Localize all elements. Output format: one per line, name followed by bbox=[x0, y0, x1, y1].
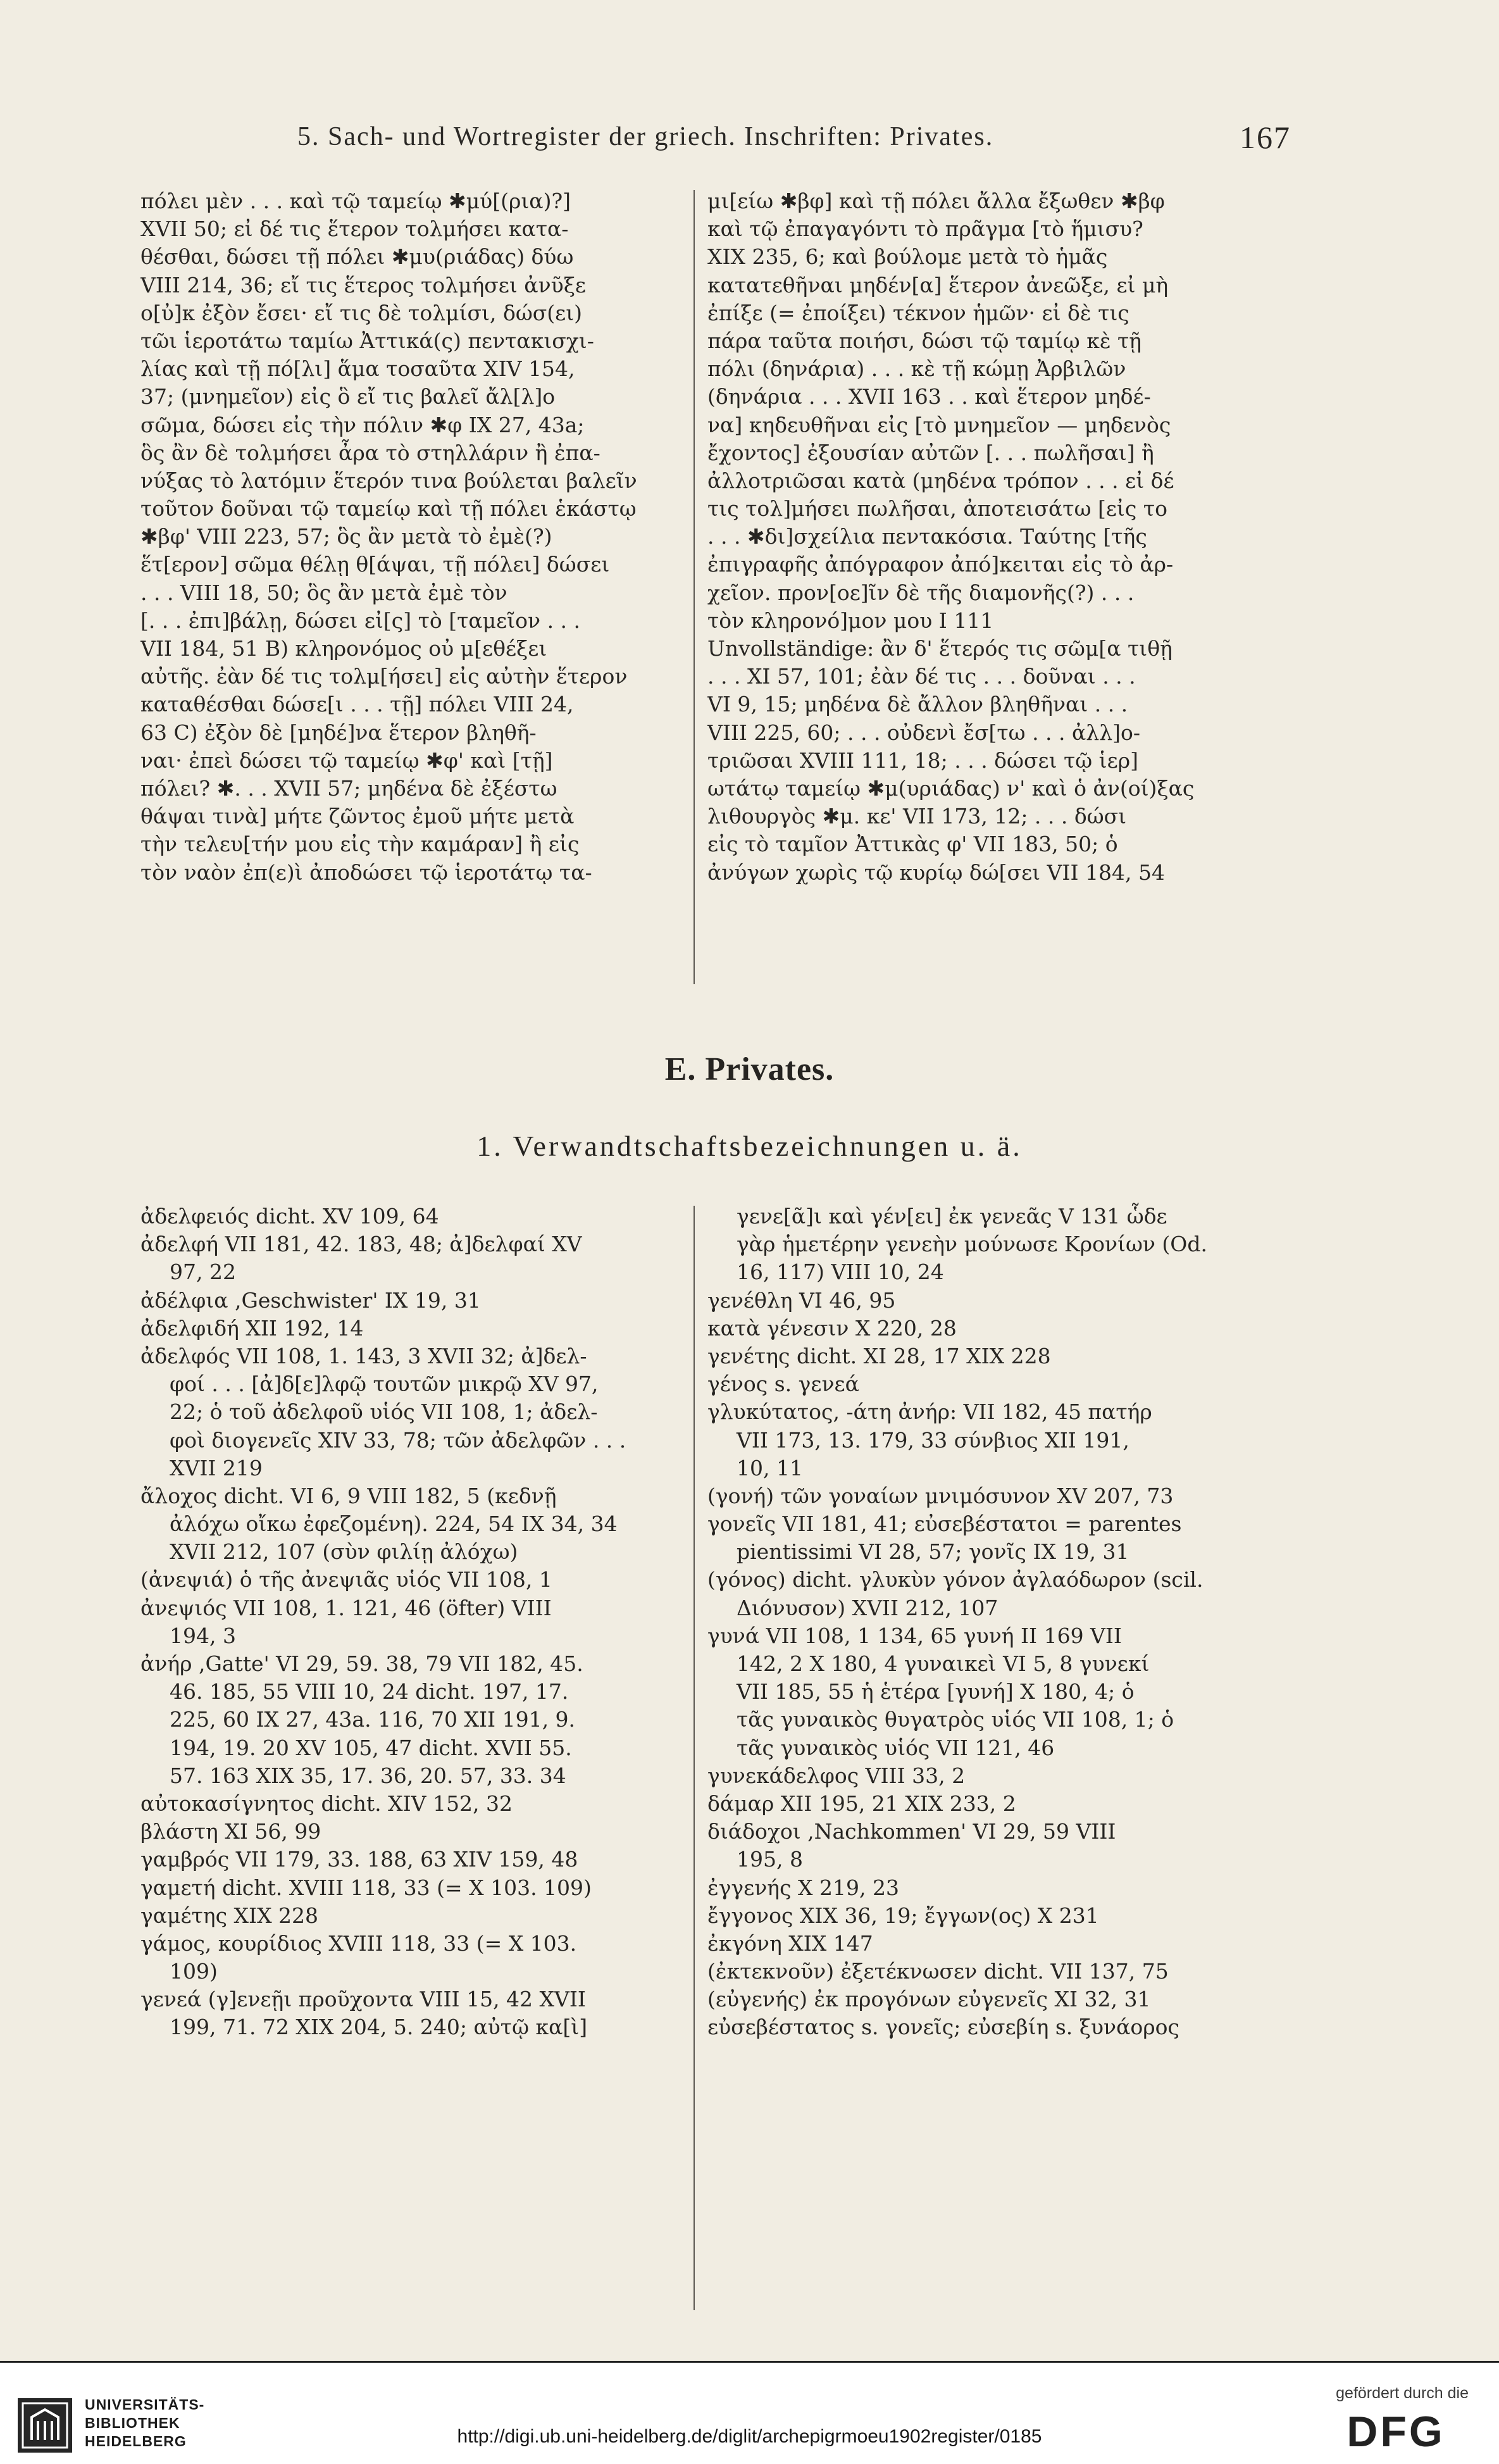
index-entry-continuation: τᾶς γυναικὸς θυγατρὸς υἱός VII 108, 1; ὁ bbox=[737, 1707, 1174, 1732]
text-line: λίας καὶ τῇ πό[λι] ἅμα τοσαῦτα XIV 154, bbox=[140, 356, 575, 382]
text-line: τῶι ἱεροτάτω ταμίω Ἀττικά(ς) πεντακισχι- bbox=[140, 328, 594, 353]
text-line: τις τολ]μήσει πωλῆσαι, ἀποτεισάτω [εἰς το bbox=[707, 496, 1167, 522]
text-line: τὴν τελευ[τήν μου εἰς τὴν καμάραν] ἢ εἰς bbox=[140, 832, 580, 857]
index-entry: ἀδελφειός dicht. XV 109, 64 bbox=[140, 1204, 439, 1229]
index-entry: γαμέτης XIX 228 bbox=[140, 1903, 319, 1928]
index-entry: εὐσεβέστατος s. γονεῖς; εὐσεβίη s. ξυνάορος bbox=[707, 2015, 1179, 2040]
index-entry: κατὰ γένεσιν X 220, 28 bbox=[707, 1315, 957, 1341]
index-entry: αὐτοκασίγνητος dicht. XIV 152, 32 bbox=[140, 1791, 513, 1816]
upper-column-divider bbox=[694, 190, 695, 984]
text-line: τὸν ναὸν ἐπ(ε)ὶ ἀποδώσει τῷ ἱεροτάτῳ τα- bbox=[140, 860, 592, 885]
index-entry-continuation: 194, 3 bbox=[170, 1623, 236, 1648]
index-entry-continuation: 16, 117) VIII 10, 24 bbox=[737, 1260, 944, 1285]
index-entry-continuation: 97, 22 bbox=[170, 1260, 236, 1285]
index-entry: γονεῖς VII 181, 41; εὐσεβέστατοι = parentes bbox=[707, 1511, 1182, 1537]
text-line: ἕτ[ερον] σῶμα θέλῃ θ[άψαι, τῇ πόλει] δώσει bbox=[140, 552, 610, 577]
text-line: VIII 225, 60; . . . οὐδενὶ ἔσ[τω . . . ἀλλ]ο- bbox=[707, 720, 1141, 745]
text-line: τριῶσαι XVIII 111, 18; . . . δώσει τῷ ἱερ] bbox=[707, 747, 1138, 773]
text-line: . . . VIII 18, 50; ὃς ἂν μετὰ ἐμὲ τὸν bbox=[140, 580, 507, 605]
text-line: χεῖον. προν[οε]ῖν δὲ τῆς διαμονῆς(?) . . . bbox=[707, 580, 1135, 605]
text-line: VII 184, 51 B) κληρονόμος οὐ μ[εθέξει bbox=[140, 636, 547, 661]
index-entry-continuation: γενε[ᾶ]ι καὶ γέν[ει] ἐκ γενεᾶς V 131 ὧδε bbox=[737, 1204, 1167, 1229]
text-line: τὸν κληρονό]μον μου I 111 bbox=[707, 608, 994, 633]
index-entry-continuation: φοί . . . [ἀ]δ[ε]λφῷ τουτῶν μικρῷ XV 97, bbox=[170, 1372, 599, 1397]
index-entry-continuation: 57. 163 XIX 35, 17. 36, 20. 57, 33. 34 bbox=[170, 1763, 566, 1788]
text-line: εἰς τὸ ταμῖον Ἀττικὰς φ' VII 183, 50; ὁ bbox=[707, 832, 1118, 857]
index-entry-continuation: XVII 219 bbox=[170, 1455, 263, 1480]
index-entry: ἐγγενής X 219, 23 bbox=[707, 1875, 899, 1900]
index-entry-continuation: 22; ὁ τοῦ ἀδελφοῦ υἱός VII 108, 1; ἀδελ- bbox=[170, 1399, 598, 1425]
index-entry: γάμος, κουρίδιος XVIII 118, 33 (= X 103. bbox=[140, 1930, 577, 1956]
index-entry: (γονή) τῶν γοναίων μνιμόσυνον XV 207, 73 bbox=[707, 1483, 1174, 1508]
text-line: νύξας τὸ λατόμιν ἕτερόν τινα βούλεται βαλεῖν bbox=[140, 468, 637, 493]
text-line: ο[ὐ]κ ἐξὸν ἔσει· εἴ τις δὲ τολμίσι, δώσ(ει) bbox=[140, 300, 583, 325]
upper-left-column bbox=[140, 187, 678, 887]
index-entry: διάδοχοι ,Nachkommen' VI 29, 59 VIII bbox=[707, 1819, 1116, 1844]
subsection-title: 1. Verwandtschaftsbezeichnungen u. ä. bbox=[476, 1130, 1023, 1162]
text-line: μι[είω ✱βφ] καὶ τῇ πόλει ἄλλα ἔξωθεν ✱βφ bbox=[707, 189, 1165, 213]
footer bbox=[0, 2363, 1499, 2464]
text-line: (δηνάρια . . . XVII 163 . . καὶ ἕτερον μηδέ- bbox=[707, 384, 1151, 410]
index-entry-continuation: 142, 2 X 180, 4 γυναικεὶ VI 5, 8 γυνεκί bbox=[737, 1651, 1150, 1676]
index-entry-continuation: 199, 71. 72 XIX 204, 5. 240; αὐτῷ κα[ὶ] bbox=[170, 2015, 588, 2040]
index-entry: γαμετή dicht. XVIII 118, 33 (= X 103. 109) bbox=[140, 1875, 592, 1900]
index-entry-continuation: φοὶ διογενεῖς XIV 33, 78; τῶν ἀδελφῶν . . . bbox=[170, 1427, 626, 1453]
index-entry: δάμαρ XII 195, 21 XIX 233, 2 bbox=[707, 1791, 1016, 1816]
index-entry: ἄλοχος dicht. VI 6, 9 VIII 182, 5 (κεδνῇ bbox=[140, 1483, 557, 1508]
text-line: καὶ τῷ ἐπαγαγόντι τὸ πρᾶγμα [τὸ ἥμισυ? bbox=[707, 216, 1143, 242]
index-entry-continuation: Διόνυσον) XVII 212, 107 bbox=[737, 1595, 998, 1620]
index-entry-continuation: γὰρ ἡμετέρην γενεὴν μούνωσε Κρονίων (Od. bbox=[737, 1232, 1207, 1257]
index-entry-continuation: pientissimi VI 28, 57; γονῖς IX 19, 31 bbox=[737, 1539, 1129, 1565]
index-entry: γλυκύτατος, -άτη ἀνήρ: VII 182, 45 πατήρ bbox=[707, 1399, 1152, 1425]
text-line: XVII 50; εἰ δέ τις ἕτερον τολμήσει κατα- bbox=[140, 216, 569, 242]
index-entry: ἀδελφός VII 108, 1. 143, 3 XVII 32; ἀ]δελ- bbox=[140, 1343, 587, 1368]
index-entry: γυνά VII 108, 1 134, 65 γυνή II 169 VII bbox=[707, 1623, 1122, 1648]
text-line: ἔχοντος] ἐξουσίαν αὐτῶν [. . . πωλῆσαι] ἢ bbox=[707, 440, 1154, 465]
text-line: ἀλλοτριῶσαι κατὰ (μηδένα τρόπον . . . εἰ δέ bbox=[707, 468, 1174, 493]
index-entry: βλάστη XI 56, 99 bbox=[140, 1819, 321, 1844]
index-entry-continuation: ἀλόχω οἴκω ἐφεζομένη). 224, 54 IX 34, 34 bbox=[170, 1511, 618, 1537]
text-line: 37; (μνημεῖον) εἰς ὃ εἴ τις βαλεῖ ἄλ[λ]ο bbox=[140, 384, 556, 410]
text-line: ναι· ἐπεὶ δώσει τῷ ταμείῳ ✱φ' καὶ [τῇ] bbox=[140, 747, 553, 773]
index-entry: ἀδελφή VII 181, 42. 183, 48; ἀ]δελφαί XV bbox=[140, 1232, 582, 1257]
index-entry: (εὐγενής) ἐκ προγόνων εὐγενεῖς XI 32, 31 bbox=[707, 1987, 1151, 2012]
index-entry: ἀνήρ ,Gatte' VI 29, 59. 38, 79 VII 182, 45. bbox=[140, 1651, 583, 1676]
text-line: [. . . ἐπι]βάλῃ, δώσει εἰ[ς] τὸ [ταμεῖον . . . bbox=[140, 608, 581, 633]
page-number: 167 bbox=[1240, 120, 1291, 155]
text-line: πάρα ταῦτα ποιήσι, δώσι τῷ ταμίῳ κὲ τῇ bbox=[707, 328, 1142, 353]
index-entry: (γόνος) dicht. γλυκὺν γόνον ἀγλαόδωρον (scil. bbox=[707, 1567, 1204, 1592]
index-entry: (ἐκτεκνοῦν) ἐξετέκνωσεν dicht. VII 137, 75 bbox=[707, 1959, 1169, 1984]
index-entry: ἀδελφιδή XII 192, 14 bbox=[140, 1315, 364, 1341]
index-entry: ἔγγονος XIX 36, 19; ἔγγων(ος) X 231 bbox=[707, 1903, 1099, 1928]
text-line: XIX 235, 6; καὶ βούλομε μετὰ τὸ ἡμᾶς bbox=[707, 244, 1108, 270]
text-line: ✱βφ' VIII 223, 57; ὃς ἂν μετὰ τὸ ἐμὲ(?) bbox=[140, 524, 552, 549]
index-entry-continuation: 109) bbox=[170, 1959, 218, 1984]
text-line: ωτάτῳ ταμείῳ ✱μ(υριάδας) ν' καὶ ὁ ἀν(οί)ξας bbox=[707, 775, 1195, 801]
running-head-title: 5. Sach- und Wortregister der griech. Inschriften: Privates. bbox=[297, 122, 994, 151]
text-line: θάψαι τινὰ] μήτε ζῶντος ἐμοῦ μήτε μετὰ bbox=[140, 804, 575, 829]
text-line: ἐπίξε (= ἐποίξει) τέκνον ἡμῶν· εἰ δὲ τις bbox=[707, 300, 1129, 325]
index-entry-continuation: 10, 11 bbox=[737, 1455, 803, 1480]
index-entry: γαμβρός VII 179, 33. 188, 63 XIV 159, 48 bbox=[140, 1847, 578, 1872]
text-line: θέσθαι, δώσει τῇ πόλει ✱μυ(ριάδας) δύω bbox=[140, 244, 574, 270]
index-entry-continuation: 225, 60 IX 27, 43a. 116, 70 XII 191, 9. bbox=[170, 1707, 576, 1732]
index-entry-continuation: 194, 19. 20 XV 105, 47 dicht. XVII 55. bbox=[170, 1735, 572, 1760]
text-line: 63 C) ἐξὸν δὲ [μηδέ]να ἕτερον βληθῆ- bbox=[140, 720, 537, 745]
text-line: ὃς ἂν δὲ τολμήσει ἆρα τὸ στηλλάριν ἢ ἐπα- bbox=[140, 440, 600, 465]
index-entry: γένος s. γενεά bbox=[707, 1372, 859, 1397]
text-line: σῶμα, δώσει εἰς τὴν πόλιν ✱φ IX 27, 43a; bbox=[140, 412, 585, 437]
index-entry-continuation: τᾶς γυναικὸς υἱός VII 121, 46 bbox=[737, 1735, 1055, 1760]
text-line: πόλει μὲν . . . καὶ τῷ ταμείῳ ✱μύ[(ρια)?] bbox=[140, 189, 571, 213]
text-line: κατατεθῆναι μηδέν[α] ἕτερον ἀνεῶξε, εἰ μὴ bbox=[707, 272, 1169, 297]
index-entry: γενέτης dicht. XI 28, 17 XIX 228 bbox=[707, 1343, 1051, 1368]
text-line: VIII 214, 36; εἴ τις ἕτερος τολμήσει ἀνῦξε bbox=[140, 272, 586, 297]
index-entry: ἐκγόνη XIX 147 bbox=[707, 1930, 873, 1956]
index-entry: (ἀνεψιά) ὁ τῆς ἀνεψιᾶς υἱός VII 108, 1 bbox=[140, 1567, 552, 1592]
text-line: λιθουργὸς ✱μ. κε' VII 173, 12; . . . δώσι bbox=[707, 804, 1127, 829]
index-left-column bbox=[140, 1203, 678, 2042]
index-entry-continuation: VII 185, 55 ἡ ἑτέρα [γυνή] X 180, 4; ὁ bbox=[737, 1679, 1135, 1704]
running-head bbox=[297, 122, 1291, 159]
text-line: VI 9, 15; μηδένα δὲ ἄλλον βληθῆναι . . . bbox=[707, 692, 1128, 717]
index-entry-continuation: VII 173, 13. 179, 33 σύνβιος XII 191, bbox=[737, 1427, 1129, 1453]
funded-by-label: gefördert durch die bbox=[1336, 2384, 1469, 2402]
source-url[interactable]: http://digi.ub.uni-heidelberg.de/diglit/archepigrmoeu1902register/0185 bbox=[457, 2426, 1042, 2447]
index-entry: γενεά (γ]ενεῇι προῦχοντα VIII 15, 42 XVII bbox=[140, 1987, 586, 2012]
text-line: τοῦτον δοῦναι τῷ ταμείῳ καὶ τῇ πόλει ἑκάστῳ bbox=[140, 496, 637, 522]
index-entry: ἀδέλφια ,Geschwister' IX 19, 31 bbox=[140, 1287, 481, 1313]
text-line: να] κηδευθῆναι εἰς [τὸ μνημεῖον — μηδενὸς bbox=[707, 412, 1171, 437]
index-entry: γενέθλη VI 46, 95 bbox=[707, 1287, 896, 1313]
dfg-logo-icon bbox=[1323, 2408, 1469, 2453]
upper-right-column bbox=[707, 187, 1286, 887]
text-line: Unvollständige: ἂν δ' ἕτερός τις σῶμ[α τιθῇ bbox=[707, 636, 1172, 661]
index-entry-continuation: 46. 185, 55 VIII 10, 24 dicht. 197, 17. bbox=[170, 1679, 569, 1704]
text-line: . . . ✱δι]σχείλια πεντακόσια. Ταύτης [τῆς bbox=[707, 524, 1147, 549]
index-entry: γυνεκάδελφος VIII 33, 2 bbox=[707, 1763, 966, 1788]
text-line: . . . XI 57, 101; ἐὰν δέ τις . . . δοῦναι . . . bbox=[707, 664, 1136, 689]
svg-text:DFG: DFG bbox=[1347, 2408, 1445, 2453]
text-line: πόλει? ✱. . . XVII 57; μηδένα δὲ ἐξέστω bbox=[140, 775, 557, 801]
index-right-column bbox=[707, 1203, 1286, 2042]
text-line: καταθέσθαι δώσε[ι . . . τῇ] πόλει VIII 24, bbox=[140, 692, 574, 717]
library-name: UNIVERSITÄTS- BIBLIOTHEK HEIDELBERG bbox=[85, 2396, 205, 2449]
lower-column-divider bbox=[694, 1206, 695, 2310]
index-entry-continuation: XVII 212, 107 (σὺν φιλίῃ ἀλόχω) bbox=[170, 1539, 518, 1565]
section-title: E. Privates. bbox=[664, 1051, 835, 1087]
text-line: ἐπιγραφῆς ἀπόγραφον ἀπό]κειται εἰς τὸ ἀρ- bbox=[707, 552, 1174, 577]
text-line: αὐτῆς. ἐὰν δέ τις τολμ[ήσει] εἰς αὐτὴν ἕτερον bbox=[140, 664, 628, 689]
index-entry-continuation: 195, 8 bbox=[737, 1847, 803, 1872]
index-entry: ἀνεψιός VII 108, 1. 121, 46 (öfter) VIII bbox=[140, 1595, 552, 1620]
text-line: ἀνύγων χωρὶς τῷ κυρίῳ δώ[σει VII 184, 54 bbox=[707, 860, 1165, 885]
text-line: πόλι (δηνάρια) . . . κὲ τῇ κώμῃ Ἀρβιλῶν bbox=[707, 356, 1126, 382]
